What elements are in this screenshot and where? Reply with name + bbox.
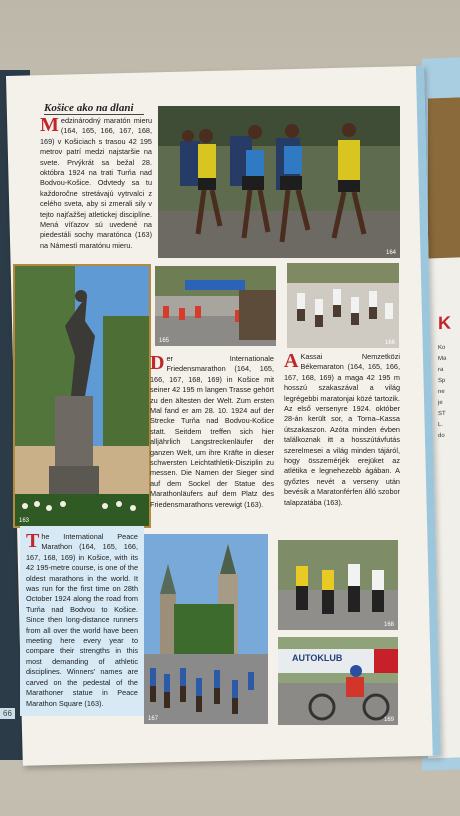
german-text-block [150, 354, 274, 510]
page-title: Košice ako na dlani [44, 102, 144, 115]
photo-handcycle-169 [278, 637, 398, 725]
photo-skaters-168 [278, 540, 398, 630]
photo-statue-163 [13, 264, 151, 528]
english-text-block [26, 532, 138, 709]
slovak-text-block [40, 116, 152, 251]
photo-number: 168 [383, 622, 394, 628]
right-page-initial: K [438, 312, 451, 334]
hungarian-drop-cap: A [284, 350, 299, 372]
english-body: he International Peace Marathon (164, 165, 166, 167, 168, 169) in Košice, with its 42 195-metre course, is one of the oldest marathons in the world. It was run for the first time on 28th October 1924 along the road from Turňa nad Bodvou to Košice. Since then long-distance runners from all over the world have been meeting here every year to compare their strengths in this most demanding of athletic disciplines. Winners' names are carved on the pedestal of the Marathoner statue in Peace Marathon Square (163). [26, 532, 138, 708]
photo-number: 169 [383, 717, 394, 723]
photo-number: 164 [385, 250, 396, 256]
photo-number: 167 [148, 716, 159, 722]
english-drop-cap: T [26, 530, 40, 552]
right-page-photo [428, 97, 460, 258]
german-drop-cap: D [150, 352, 165, 374]
page-number: 66 [0, 708, 15, 719]
photo-crowd-166 [287, 263, 399, 348]
hungarian-body: Kassai Nemzetközi Békemaraton (164, 165, 166, 167, 168, 169) a maga 42 195 m hosszú szakaszával a világ legrégebbi maratonjai közé tartozik. Az első versenyre 1924. október 28-án került sor, a Torna–Kassa útszakaszon. Azóta minden évben találkoznak itt a hosszútávfutás szerelmesei a világ minden tájáról, hogy összemérjék erejüket az atlétika e legnehezebb ágában. A győztes nevét a verseny után bevésik a Maratonférfen álló szobor talapzatába (163). [284, 352, 400, 507]
banner-text: AUTOKLUB [292, 653, 343, 663]
german-body: er Internationale Friedensmarathon (164, 165, 166, 167, 168, 169) in Košice mit seiner 42 195 m langen Trasse gehört zu den ältesten der Welt. Zum ersten Mal fand er am 28. 10. 1924 auf der Strecke Turňa nad Bodvou-Košice statt. Seitdem treffen sich hier alljährlich Langstreckenläufer der ganzen Welt, um ihre Kräfte in dieser schwersten Leichtathletik-Disziplin zu messen. Die Namen der Sieger sind auf dem Sockel der Statue des Marathonläufers auf dem Platz des Friedensmarathons verewigt (163). [150, 354, 274, 509]
photo-runners-164 [158, 106, 400, 258]
photo-finish-165 [155, 266, 276, 346]
hungarian-text-block [284, 352, 400, 508]
photo-number: 163 [19, 518, 30, 524]
photo-number: 166 [384, 340, 395, 346]
photo-number: 165 [159, 338, 170, 344]
slovak-body: edzinárodný maratón mieru (164, 165, 166, 167, 168, 169) v Košiciach s trasou 42 195 metrov patrí medzi najstaršie na svete. Prvýkrát sa bežal 28. októbra 1924 na trati Turňa nad Bodvou-Košice. Odvtedy sa tu každoročne stretávajú vytrvalci z celého sveta, aby si zmerali sily v tejto najťažšej atletickej disciplíne. Mená víťazov sú uvedené na piedestáli sochy maratónca (163) na Námestí maratónu mieru. [40, 116, 152, 250]
slovak-drop-cap: M [40, 114, 59, 136]
right-page: K Ko Ma ra Sp ne je ST L. do [422, 57, 460, 770]
photo-church-167 [144, 534, 268, 724]
